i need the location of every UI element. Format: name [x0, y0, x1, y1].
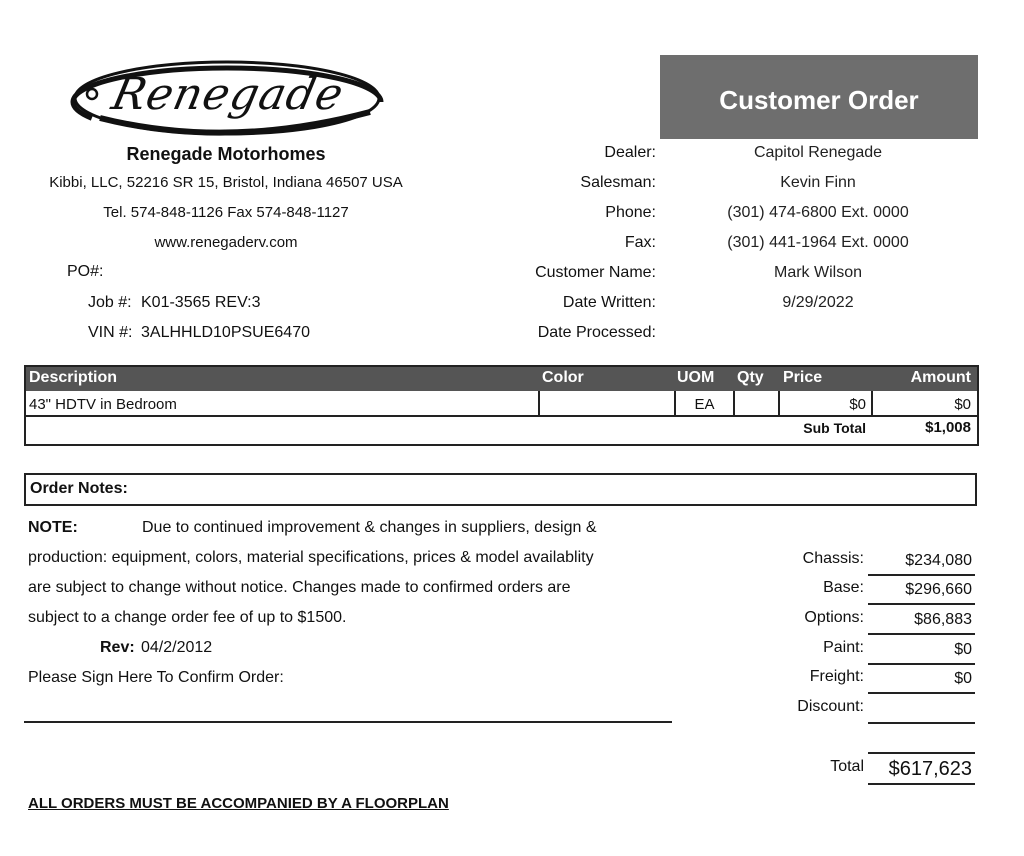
company-address: Kibbi, LLC, 52216 SR 15, Bristol, Indiana 46507 USA — [49, 174, 403, 191]
order-notes-label: Order Notes: — [30, 480, 128, 497]
job-label: Job #: — [88, 294, 132, 311]
note-line-3: are subject to change without notice. Changes made to confirmed orders are — [28, 579, 571, 596]
renegade-logo — [70, 54, 384, 142]
subtotal-value: $1,008 — [925, 419, 971, 436]
date-processed-label: Date Processed: — [537, 324, 656, 341]
rev-value: 04/2/2012 — [141, 639, 213, 656]
date-written-label: Date Written: — [562, 294, 656, 311]
subtotal-label: Sub Total — [803, 420, 866, 436]
customer-order-title: Customer Order — [660, 55, 978, 139]
item-description: 43" HDTV in Bedroom — [29, 396, 177, 413]
column-header-description: Description — [29, 369, 118, 386]
total-rule — [868, 574, 975, 576]
note-label: NOTE: — [28, 519, 78, 536]
floorplan-notice: ALL ORDERS MUST BE ACCOMPANIED BY A FLOORPLAN — [28, 795, 449, 812]
rev-label: Rev: — [100, 639, 135, 656]
chassis-value: $234,080 — [905, 552, 972, 569]
total-rule — [868, 722, 975, 724]
discount-label: Discount: — [797, 698, 864, 715]
row-divider — [26, 415, 977, 417]
dealer-value: Capitol Renegade — [753, 144, 883, 161]
paint-value: $0 — [954, 641, 972, 658]
column-header-qty: Qty — [737, 369, 764, 386]
sign-instruction: Please Sign Here To Confirm Order: — [28, 669, 284, 686]
note-line-1: Due to continued improvement & changes in suppliers, design & — [142, 519, 597, 536]
item-price: $0 — [849, 396, 866, 413]
column-header-price: Price — [783, 369, 823, 386]
vin-label: VIN #: — [88, 324, 133, 341]
customer-name-value: Mark Wilson — [773, 264, 862, 281]
column-header-uom: UOM — [677, 369, 715, 386]
company-name: Renegade Motorhomes — [126, 144, 326, 164]
base-label: Base: — [823, 579, 864, 596]
customer-name-label: Customer Name: — [535, 264, 656, 281]
column-divider — [538, 391, 540, 417]
note-line-4: subject to a change order fee of up to $1500. — [28, 609, 347, 626]
note-line-2: production: equipment, colors, material specifications, prices & model availablity — [28, 549, 594, 566]
chassis-label: Chassis: — [802, 550, 864, 567]
total-rule — [868, 692, 975, 694]
options-value: $86,883 — [914, 611, 972, 628]
table-header-bar — [26, 367, 977, 391]
fax-value: (301) 441-1964 Ext. 0000 — [727, 234, 909, 251]
salesman-value: Kevin Finn — [780, 174, 856, 191]
options-label: Options: — [804, 609, 864, 626]
freight-label: Freight: — [809, 668, 864, 685]
paint-label: Paint: — [823, 639, 864, 656]
vin-number: 3ALHHLD10PSUE6470 — [141, 324, 310, 341]
order-items-table — [24, 365, 979, 446]
logo-wordmark: Renegade — [107, 68, 349, 120]
column-header-color: Color — [542, 369, 584, 386]
total-rule — [868, 783, 975, 785]
phone-label: Phone: — [605, 204, 656, 221]
po-label: PO#: — [67, 263, 104, 280]
grand-total-value: $617,623 — [888, 758, 972, 780]
item-amount: $0 — [954, 396, 971, 413]
order-notes-box — [24, 473, 977, 506]
grand-total-label: Total — [830, 758, 864, 775]
company-website: www.renegaderv.com — [154, 234, 298, 251]
total-rule — [868, 633, 975, 635]
base-value: $296,660 — [905, 581, 972, 598]
total-rule — [868, 663, 975, 665]
signature-line[interactable] — [24, 721, 672, 723]
phone-value: (301) 474-6800 Ext. 0000 — [727, 204, 909, 221]
total-rule — [868, 603, 975, 605]
column-header-amount: Amount — [910, 369, 971, 386]
dealer-label: Dealer: — [604, 144, 656, 161]
item-uom: EA — [694, 396, 715, 413]
column-divider — [733, 391, 735, 417]
freight-value: $0 — [954, 670, 972, 687]
salesman-label: Salesman: — [580, 174, 656, 191]
job-number: K01-3565 REV:3 — [141, 294, 261, 311]
total-rule — [868, 752, 975, 754]
fax-label: Fax: — [624, 234, 656, 251]
date-written-value: 9/29/2022 — [782, 294, 854, 311]
company-phones: Tel. 574-848-1126 Fax 574-848-1127 — [103, 204, 349, 221]
